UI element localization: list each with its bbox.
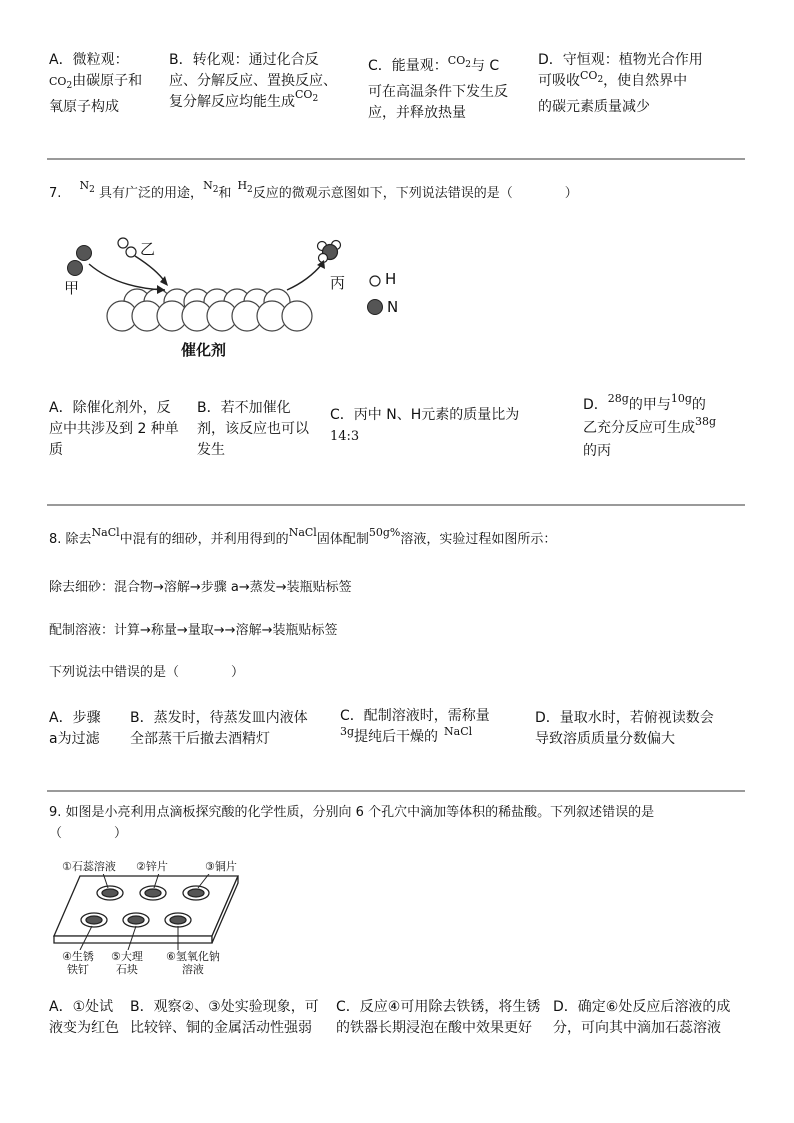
q7-a-line3: 质	[49, 442, 63, 458]
q6-b-co2: CO2	[295, 88, 319, 104]
q7-option-d[interactable]	[583, 394, 763, 462]
q7-a-line1: A．除催化剂外，反	[49, 400, 171, 416]
well-2-label: ②锌片	[136, 860, 168, 873]
q7-n2-a: N2	[79, 179, 95, 195]
q8-a-line1: A．步骤	[49, 710, 101, 726]
q6-c-line3: 应，并释放热量	[368, 105, 466, 121]
q6-d-line1: D．守恒观：植物光合作用	[538, 52, 703, 68]
arrow-out	[287, 264, 322, 290]
label-bing: 丙	[330, 274, 346, 292]
q8-c-line2: $^{3g}$提纯后干燥的 $^{NaCl}$	[340, 725, 473, 745]
nh3-molecule	[318, 241, 341, 263]
legend-h-label: H	[385, 270, 397, 288]
divider-1	[47, 158, 745, 160]
q9-option-a[interactable]	[49, 997, 129, 1039]
q6-option-c[interactable]	[368, 56, 536, 124]
q7-d-line2: 乙充分反应可生成$^{38g}$	[583, 415, 717, 436]
q7-option-a[interactable]	[49, 398, 197, 461]
q9-b-line1: B．观察②、③处实验现象，可	[130, 999, 319, 1015]
well-3-label: ③铜片	[205, 860, 237, 873]
q9-a-line2: 液变为红色	[49, 1020, 119, 1036]
q8-d-line2: 导致溶质质量分数偏大	[535, 731, 675, 747]
q6-c-line2: 可在高温条件下发生反	[368, 84, 508, 100]
q7-d-line3: 的丙	[583, 443, 611, 459]
q9-d-line1: D．确定⑥处反应后溶液的成	[553, 999, 731, 1015]
q8-d-line1: D．量取水时，若俯视读数会	[535, 710, 714, 726]
q7-stem: 7. $^{N_2}$ 具有广泛的用途，$^{N_2}$和$^{H_2}$反应的微观示意图如下，下列说法错误的是（ ）	[49, 179, 578, 201]
legend-n-label: N	[387, 298, 399, 316]
q8-option-d[interactable]	[535, 708, 750, 750]
q8-a-line2: a为过滤	[49, 731, 100, 747]
q6-d-line3: 的碳元素质量减少	[538, 99, 650, 115]
label-jia: 甲	[64, 279, 80, 297]
legend-n-symbol	[368, 300, 383, 315]
q8-flow-prepare: 配制溶液：计算→称量→量取→→溶解→装瓶贴标签	[49, 623, 338, 638]
well-1-label: ①石蕊溶液	[62, 860, 116, 873]
well-5-label: ⑤大理 石块	[111, 950, 143, 976]
q6-a-co2: $CO_2$	[49, 75, 73, 91]
q7-h2: H2	[237, 179, 253, 195]
q9-a-line1: A．①处试	[49, 999, 114, 1015]
well-6-label: ⑥氢氧化钠 溶液	[166, 950, 220, 976]
q9-b-line2: 比较锌、铜的金属活动性强弱	[130, 1020, 312, 1036]
q6-option-b[interactable]	[169, 50, 364, 118]
q7-b-line1: B．若不加催化	[197, 400, 291, 416]
q6-d-co2: CO2	[580, 69, 604, 85]
q8-b-line1: B．蒸发时，待蒸发皿内液体	[130, 710, 308, 726]
q6-c-line1: C．能量观：$^{CO_2}$与 C	[368, 54, 500, 74]
q6-b-line3: 复分解反应均能生成$^{CO_2}$	[169, 88, 319, 110]
q9-d-line2: 分，可向其中滴加石蕊溶液	[553, 1020, 721, 1036]
q8-stem: 8. 除去$^{NaCl}$中混有的细砂，并利用得到的$^{NaCl}$固体配制$^{50g\%}$溶液，实验过程如图所示：	[49, 526, 557, 547]
q9-stem-line2: （ ）	[49, 826, 128, 841]
q9-option-d[interactable]	[553, 997, 753, 1039]
n2-molecule	[68, 246, 92, 276]
q6-option-d[interactable]	[538, 50, 738, 118]
legend-h-symbol	[370, 276, 380, 286]
plate-front	[54, 936, 212, 943]
well-4-label: ④生锈 铁钉	[62, 950, 94, 976]
q7-n2-b: N2	[203, 179, 219, 195]
q6-a-line2: $CO_2$由碳原子和	[49, 73, 143, 91]
q9-spot-plate-figure	[52, 868, 242, 950]
q7-b-line3: 发生	[197, 442, 225, 458]
catalyst-label: 催化剂	[181, 341, 227, 359]
q9-c-line2: 的铁器长期浸泡在酸中效果更好	[336, 1020, 532, 1036]
q7-reaction-figure	[47, 228, 417, 368]
q7-option-b[interactable]	[197, 398, 327, 461]
divider-2	[47, 504, 745, 506]
q6-a-line3: 氧原子构成	[49, 99, 119, 115]
catalyst-spheres	[107, 289, 312, 331]
q8-question: 下列说法中错误的是（ ）	[49, 665, 245, 680]
q9-stem-line1: 9. 如图是小亮利用点滴板探究酸的化学性质，分别向 6 个孔穴中滴加等体积的稀盐酸。下列叙述错误的是	[49, 805, 655, 820]
q8-c-line1: C．配制溶液时，需称量	[340, 708, 490, 724]
q6-option-a[interactable]	[49, 50, 167, 118]
q6-b-line2: 应、分解反应、置换反应、	[169, 73, 337, 89]
q9-option-c[interactable]	[336, 997, 551, 1039]
h2-molecule	[118, 238, 136, 257]
arrow-in-2	[135, 256, 165, 282]
q8-b-line2: 全部蒸干后撤去酒精灯	[130, 731, 270, 747]
q7-a-line2: 应中共涉及到 2 种单	[49, 421, 179, 437]
q8-option-a[interactable]	[49, 708, 124, 750]
q6-c-co2: CO2	[447, 54, 471, 70]
q7-option-c[interactable]	[330, 405, 570, 447]
q6-b-line1: B．转化观：通过化合反	[169, 52, 319, 68]
q7-c-line2: 14:3	[330, 429, 360, 444]
q7-c-line1: C．丙中 N、H元素的质量比为	[330, 407, 520, 423]
label-yi: 乙	[140, 240, 156, 258]
q9-c-line1: C．反应④可用除去铁锈，将生锈	[336, 999, 541, 1015]
divider-3	[47, 790, 745, 792]
q8-option-b[interactable]	[130, 708, 340, 750]
q7-d-line1: D．$^{28g}$的甲与$^{10g}$的	[583, 392, 706, 413]
arrow-in-1	[89, 264, 165, 290]
q8-flow-remove-sand: 除去细砂：混合物→溶解→步骤 a→蒸发→装瓶贴标签	[49, 580, 352, 595]
q6-d-line2: 可吸收$^{CO_2}$，使自然界中	[538, 69, 688, 89]
q9-option-b[interactable]	[130, 997, 335, 1039]
plate-top	[54, 876, 238, 936]
q6-a-line1: A．微粒观：	[49, 52, 129, 68]
q8-option-c[interactable]	[340, 706, 530, 748]
q7-b-line2: 剂，该反应也可以	[197, 421, 309, 437]
